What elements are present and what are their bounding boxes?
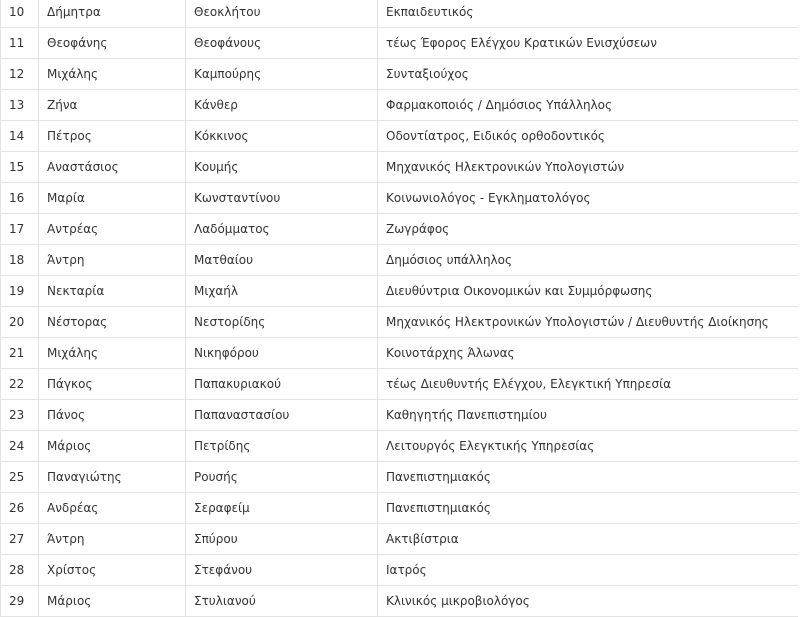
- table-row: [1, 0, 798, 28]
- last-name: Σεραφείμ: [186, 493, 378, 524]
- first-name: Δήμητρα: [39, 0, 186, 28]
- occupation: Ιατρός: [378, 555, 798, 586]
- row-number: 18: [1, 245, 39, 276]
- occupation: Φαρμακοποιός / Δημόσιος Υπάλληλος: [378, 90, 798, 121]
- row-number: 24: [1, 431, 39, 462]
- first-name: Ανδρέας: [39, 493, 186, 524]
- table-row: [1, 245, 798, 276]
- table-row: [1, 431, 798, 462]
- row-number: 13: [1, 90, 39, 121]
- row-number: 29: [1, 586, 39, 617]
- table-row: [1, 152, 798, 183]
- first-name: Χρίστος: [39, 555, 186, 586]
- table-row: [1, 183, 798, 214]
- last-name: Νικηφόρου: [186, 338, 378, 369]
- table-row: [1, 90, 798, 121]
- occupation: Μηχανικός Ηλεκτρονικών Υπολογιστών: [378, 152, 798, 183]
- first-name: Ζήνα: [39, 90, 186, 121]
- table-row: [1, 276, 798, 307]
- occupation: τέως Έφορος Ελέγχου Κρατικών Ενισχύσεων: [378, 28, 798, 59]
- first-name: Νεκταρία: [39, 276, 186, 307]
- occupation: Ζωγράφος: [378, 214, 798, 245]
- table-row: [1, 462, 798, 493]
- row-number: 11: [1, 28, 39, 59]
- first-name: Παναγιώτης: [39, 462, 186, 493]
- occupation: Λειτουργός Ελεγκτικής Υπηρεσίας: [378, 431, 798, 462]
- last-name: Καμπούρης: [186, 59, 378, 90]
- last-name: Ματθαίου: [186, 245, 378, 276]
- occupation: Πανεπιστημιακός: [378, 462, 798, 493]
- first-name: Μάριος: [39, 431, 186, 462]
- last-name: Κόκκινος: [186, 121, 378, 152]
- occupation: Ακτιβίστρια: [378, 524, 798, 555]
- first-name: Άντρη: [39, 524, 186, 555]
- table-row: [1, 555, 798, 586]
- table-row: [1, 121, 798, 152]
- row-number: 14: [1, 121, 39, 152]
- row-number: 21: [1, 338, 39, 369]
- occupation: Κλινικός μικροβιολόγος: [378, 586, 798, 617]
- last-name: Ρουσής: [186, 462, 378, 493]
- last-name: Στεφάνου: [186, 555, 378, 586]
- table-row: [1, 59, 798, 90]
- row-number: 19: [1, 276, 39, 307]
- row-number: 17: [1, 214, 39, 245]
- row-number: 27: [1, 524, 39, 555]
- occupation: τέως Διευθυντής Ελέγχου, Ελεγκτική Υπηρεσία: [378, 369, 798, 400]
- row-number: 15: [1, 152, 39, 183]
- last-name: Νεστορίδης: [186, 307, 378, 338]
- first-name: Πάνος: [39, 400, 186, 431]
- occupation: Διευθύντρια Οικονομικών και Συμμόρφωσης: [378, 276, 798, 307]
- row-number: 22: [1, 369, 39, 400]
- last-name: Σπύρου: [186, 524, 378, 555]
- last-name: Κουμής: [186, 152, 378, 183]
- occupation: Εκπαιδευτικός: [378, 0, 798, 28]
- first-name: Νέστορας: [39, 307, 186, 338]
- first-name: Μιχάλης: [39, 59, 186, 90]
- table-row: [1, 214, 798, 245]
- first-name: Άντρη: [39, 245, 186, 276]
- table-row: [1, 493, 798, 524]
- last-name: Παπαναστασίου: [186, 400, 378, 431]
- occupation: Μηχανικός Ηλεκτρονικών Υπολογιστών / Διευθυντής Διοίκησης: [378, 307, 798, 338]
- row-number: 25: [1, 462, 39, 493]
- table-row: [1, 28, 798, 59]
- table-row: [1, 338, 798, 369]
- row-number: 12: [1, 59, 39, 90]
- last-name: Θεοκλήτου: [186, 0, 378, 28]
- row-number: 28: [1, 555, 39, 586]
- last-name: Κωνσταντίνου: [186, 183, 378, 214]
- first-name: Αντρέας: [39, 214, 186, 245]
- last-name: Παπακυριακού: [186, 369, 378, 400]
- occupation: Οδοντίατρος, Ειδικός ορθοδοντικός: [378, 121, 798, 152]
- first-name: Θεοφάνης: [39, 28, 186, 59]
- row-number: 23: [1, 400, 39, 431]
- last-name: Πετρίδης: [186, 431, 378, 462]
- members-table-body: [1, 0, 798, 617]
- occupation: Δημόσιος υπάλληλος: [378, 245, 798, 276]
- row-number: 26: [1, 493, 39, 524]
- last-name: Θεοφάνους: [186, 28, 378, 59]
- occupation: Κοινωνιολόγος - Εγκληματολόγος: [378, 183, 798, 214]
- occupation: Συνταξιούχος: [378, 59, 798, 90]
- first-name: Μιχάλης: [39, 338, 186, 369]
- table-row: [1, 400, 798, 431]
- occupation: Καθηγητής Πανεπιστημίου: [378, 400, 798, 431]
- first-name: Πάγκος: [39, 369, 186, 400]
- last-name: Κάνθερ: [186, 90, 378, 121]
- last-name: Μιχαήλ: [186, 276, 378, 307]
- first-name: Αναστάσιος: [39, 152, 186, 183]
- table-row: [1, 524, 798, 555]
- table-row: [1, 307, 798, 338]
- row-number: 20: [1, 307, 39, 338]
- occupation: Πανεπιστημιακός: [378, 493, 798, 524]
- table-row: [1, 369, 798, 400]
- first-name: Μαρία: [39, 183, 186, 214]
- row-number: 10: [1, 0, 39, 28]
- last-name: Λαδόμματος: [186, 214, 378, 245]
- table-row: [1, 586, 798, 617]
- last-name: Στυλιανού: [186, 586, 378, 617]
- first-name: Πέτρος: [39, 121, 186, 152]
- first-name: Μάριος: [39, 586, 186, 617]
- occupation: Κοινοτάρχης Άλωνας: [378, 338, 798, 369]
- row-number: 16: [1, 183, 39, 214]
